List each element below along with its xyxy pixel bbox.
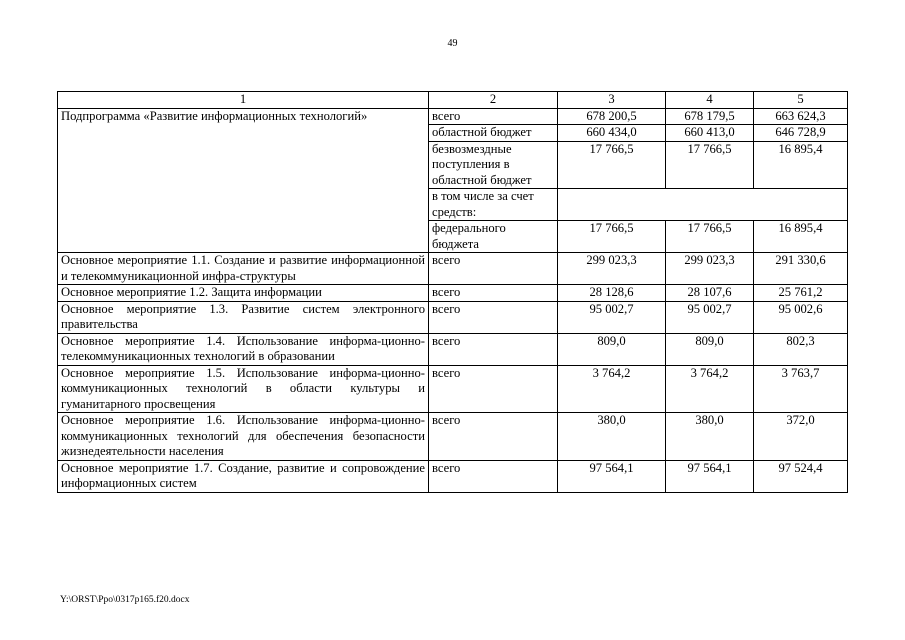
page-number: 49 (447, 38, 458, 49)
value-cell: 3 763,7 (754, 365, 848, 413)
value-cell: 3 764,2 (666, 365, 754, 413)
measure-name: Основное мероприятие 1.4. Использование информа-ционно-телекоммуникационных технологий в образовании (58, 333, 429, 365)
value-cell: 97 564,1 (666, 460, 754, 492)
table-row (58, 301, 848, 333)
value-cell: 17 766,5 (666, 141, 754, 189)
empty-cell (558, 189, 848, 221)
table-row (58, 285, 848, 302)
funding-source: всего (429, 285, 558, 302)
value-cell: 660 413,0 (666, 125, 754, 142)
funding-source: всего (429, 108, 558, 125)
value-cell: 17 766,5 (666, 221, 754, 253)
funding-source: областной бюджет (429, 125, 558, 142)
funding-source: федерального бюджета (429, 221, 558, 253)
funding-source: всего (429, 333, 558, 365)
subprogram-name: Подпрограмма «Развитие информационных технологий» (58, 108, 429, 253)
header-cell: 2 (429, 92, 558, 109)
value-cell: 97 524,4 (754, 460, 848, 492)
table-row (58, 413, 848, 461)
value-cell: 299 023,3 (558, 253, 666, 285)
table-row (58, 253, 848, 285)
header-cell: 5 (754, 92, 848, 109)
value-cell: 809,0 (666, 333, 754, 365)
document-path-footer: Y:\ORST\Ppo\0317p165.f20.docx (60, 595, 190, 605)
funding-source: безвозмездные поступления в областной бюджет (429, 141, 558, 189)
funding-source: всего (429, 365, 558, 413)
value-cell: 3 764,2 (558, 365, 666, 413)
value-cell: 28 128,6 (558, 285, 666, 302)
measure-name: Основное мероприятие 1.1. Создание и развитие информационной и телекоммуникационной инфра-структуры (58, 253, 429, 285)
value-cell: 663 624,3 (754, 108, 848, 125)
value-cell: 95 002,7 (558, 301, 666, 333)
header-cell: 4 (666, 92, 754, 109)
value-cell: 97 564,1 (558, 460, 666, 492)
measure-name: Основное мероприятие 1.6. Использование информа-ционно-коммуникационных технологий для обеспечения безопасности жизнедеятельности населения (58, 413, 429, 461)
value-cell: 380,0 (666, 413, 754, 461)
value-cell: 809,0 (558, 333, 666, 365)
value-cell: 17 766,5 (558, 221, 666, 253)
value-cell: 678 200,5 (558, 108, 666, 125)
value-cell: 678 179,5 (666, 108, 754, 125)
funding-source: всего (429, 301, 558, 333)
funding-source: всего (429, 253, 558, 285)
value-cell: 16 895,4 (754, 141, 848, 189)
funding-source: всего (429, 413, 558, 461)
measure-name: Основное мероприятие 1.7. Создание, развитие и сопровождение информационных систем (58, 460, 429, 492)
table-row (58, 365, 848, 413)
value-cell: 802,3 (754, 333, 848, 365)
value-cell: 95 002,7 (666, 301, 754, 333)
measure-name: Основное мероприятие 1.3. Развитие систем электронного правительства (58, 301, 429, 333)
value-cell: 646 728,9 (754, 125, 848, 142)
measure-name: Основное мероприятие 1.2. Защита информации (58, 285, 429, 302)
table-row (58, 108, 848, 125)
budget-table (57, 91, 848, 493)
table-row (58, 333, 848, 365)
header-cell: 3 (558, 92, 666, 109)
value-cell: 660 434,0 (558, 125, 666, 142)
header-cell: 1 (58, 92, 429, 109)
value-cell: 16 895,4 (754, 221, 848, 253)
funding-source: в том числе за счет средств: (429, 189, 558, 221)
value-cell: 380,0 (558, 413, 666, 461)
value-cell: 17 766,5 (558, 141, 666, 189)
value-cell: 28 107,6 (666, 285, 754, 302)
value-cell: 372,0 (754, 413, 848, 461)
value-cell: 299 023,3 (666, 253, 754, 285)
value-cell: 291 330,6 (754, 253, 848, 285)
table-row (58, 460, 848, 492)
funding-source: всего (429, 460, 558, 492)
measure-name: Основное мероприятие 1.5. Использование информа-ционно-коммуникационных технологий в области культуры и гуманитарного просвещения (58, 365, 429, 413)
table-header-row (58, 92, 848, 109)
value-cell: 95 002,6 (754, 301, 848, 333)
value-cell: 25 761,2 (754, 285, 848, 302)
